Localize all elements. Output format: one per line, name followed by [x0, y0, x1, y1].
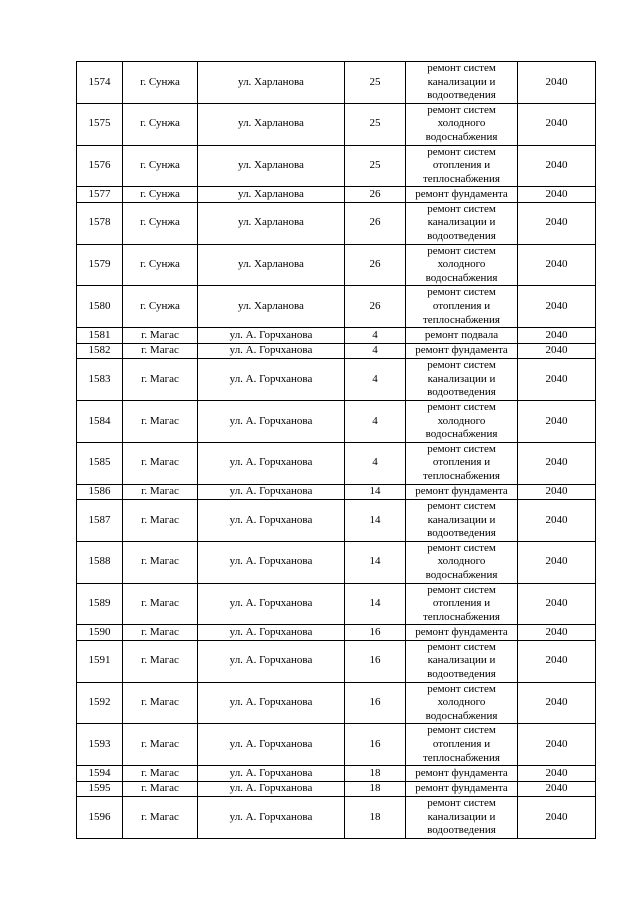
- street-cell: ул. Харланова: [198, 244, 345, 286]
- table-row: [77, 625, 596, 641]
- year-cell: 2040: [518, 62, 596, 104]
- house-number-cell: 4: [345, 343, 406, 359]
- year-cell: 2040: [518, 484, 596, 500]
- street-cell: ул. А. Горчханова: [198, 781, 345, 797]
- row-number: 1583: [77, 359, 123, 401]
- street-cell: ул. А. Горчханова: [198, 625, 345, 641]
- table-row: [77, 766, 596, 782]
- table-row: [77, 343, 596, 359]
- row-number: 1590: [77, 625, 123, 641]
- house-number-cell: 26: [345, 187, 406, 203]
- city-cell: г. Сунжа: [123, 244, 198, 286]
- row-number: 1591: [77, 640, 123, 682]
- house-number-cell: 4: [345, 359, 406, 401]
- work-type-cell: ремонт систем отопления и теплоснабжения: [406, 145, 518, 187]
- year-cell: 2040: [518, 797, 596, 839]
- row-number: 1584: [77, 400, 123, 442]
- row-number: 1589: [77, 583, 123, 625]
- row-number: 1582: [77, 343, 123, 359]
- house-number-cell: 16: [345, 640, 406, 682]
- house-number-cell: 4: [345, 442, 406, 484]
- house-number-cell: 18: [345, 797, 406, 839]
- year-cell: 2040: [518, 244, 596, 286]
- year-cell: 2040: [518, 145, 596, 187]
- house-number-cell: 14: [345, 500, 406, 542]
- street-cell: ул. А. Горчханова: [198, 766, 345, 782]
- city-cell: г. Магас: [123, 640, 198, 682]
- row-number: 1588: [77, 541, 123, 583]
- work-type-cell: ремонт фундамента: [406, 625, 518, 641]
- house-number-cell: 18: [345, 781, 406, 797]
- row-number: 1577: [77, 187, 123, 203]
- year-cell: 2040: [518, 103, 596, 145]
- street-cell: ул. А. Горчханова: [198, 442, 345, 484]
- house-number-cell: 4: [345, 328, 406, 344]
- table-row: [77, 328, 596, 344]
- house-number-cell: 14: [345, 484, 406, 500]
- row-number: 1578: [77, 202, 123, 244]
- street-cell: ул. А. Горчханова: [198, 500, 345, 542]
- city-cell: г. Магас: [123, 359, 198, 401]
- work-type-cell: ремонт систем отопления и теплоснабжения: [406, 583, 518, 625]
- table-row: [77, 781, 596, 797]
- work-type-cell: ремонт систем канализации и водоотведения: [406, 359, 518, 401]
- house-number-cell: 14: [345, 541, 406, 583]
- year-cell: 2040: [518, 286, 596, 328]
- year-cell: 2040: [518, 442, 596, 484]
- city-cell: г. Магас: [123, 442, 198, 484]
- work-type-cell: ремонт систем канализации и водоотведения: [406, 202, 518, 244]
- house-number-cell: 18: [345, 766, 406, 782]
- house-number-cell: 25: [345, 62, 406, 104]
- table-row: [77, 244, 596, 286]
- work-type-cell: ремонт фундамента: [406, 766, 518, 782]
- city-cell: г. Магас: [123, 583, 198, 625]
- table-row: [77, 583, 596, 625]
- house-number-cell: 4: [345, 400, 406, 442]
- work-type-cell: ремонт систем отопления и теплоснабжения: [406, 442, 518, 484]
- house-number-cell: 25: [345, 103, 406, 145]
- table-row: [77, 500, 596, 542]
- row-number: 1585: [77, 442, 123, 484]
- table-row: [77, 442, 596, 484]
- year-cell: 2040: [518, 343, 596, 359]
- city-cell: г. Сунжа: [123, 286, 198, 328]
- work-type-cell: ремонт систем холодного водоснабжения: [406, 103, 518, 145]
- city-cell: г. Магас: [123, 682, 198, 724]
- table-row: [77, 400, 596, 442]
- table-row: [77, 682, 596, 724]
- row-number: 1575: [77, 103, 123, 145]
- table-row: [77, 286, 596, 328]
- city-cell: г. Магас: [123, 500, 198, 542]
- city-cell: г. Магас: [123, 797, 198, 839]
- table-row: [77, 145, 596, 187]
- house-number-cell: 26: [345, 286, 406, 328]
- year-cell: 2040: [518, 766, 596, 782]
- table-row: [77, 62, 596, 104]
- year-cell: 2040: [518, 682, 596, 724]
- year-cell: 2040: [518, 640, 596, 682]
- work-type-cell: ремонт систем канализации и водоотведения: [406, 640, 518, 682]
- table-row: [77, 724, 596, 766]
- year-cell: 2040: [518, 328, 596, 344]
- year-cell: 2040: [518, 500, 596, 542]
- street-cell: ул. А. Горчханова: [198, 724, 345, 766]
- street-cell: ул. А. Горчханова: [198, 583, 345, 625]
- work-type-cell: ремонт систем отопления и теплоснабжения: [406, 286, 518, 328]
- row-number: 1587: [77, 500, 123, 542]
- city-cell: г. Магас: [123, 328, 198, 344]
- work-type-cell: ремонт фундамента: [406, 484, 518, 500]
- table-row: [77, 187, 596, 203]
- table-row: [77, 541, 596, 583]
- work-type-cell: ремонт фундамента: [406, 343, 518, 359]
- row-number: 1595: [77, 781, 123, 797]
- house-number-cell: 16: [345, 625, 406, 641]
- table-row: [77, 359, 596, 401]
- city-cell: г. Магас: [123, 625, 198, 641]
- house-number-cell: 14: [345, 583, 406, 625]
- row-number: 1596: [77, 797, 123, 839]
- city-cell: г. Магас: [123, 766, 198, 782]
- table-row: [77, 103, 596, 145]
- street-cell: ул. А. Горчханова: [198, 640, 345, 682]
- work-type-cell: ремонт фундамента: [406, 781, 518, 797]
- city-cell: г. Сунжа: [123, 103, 198, 145]
- table-row: [77, 797, 596, 839]
- work-type-cell: ремонт фундамента: [406, 187, 518, 203]
- row-number: 1581: [77, 328, 123, 344]
- street-cell: ул. А. Горчханова: [198, 400, 345, 442]
- year-cell: 2040: [518, 400, 596, 442]
- city-cell: г. Магас: [123, 724, 198, 766]
- city-cell: г. Магас: [123, 541, 198, 583]
- year-cell: 2040: [518, 781, 596, 797]
- city-cell: г. Сунжа: [123, 62, 198, 104]
- street-cell: ул. Харланова: [198, 62, 345, 104]
- work-type-cell: ремонт систем канализации и водоотведения: [406, 500, 518, 542]
- street-cell: ул. А. Горчханова: [198, 682, 345, 724]
- city-cell: г. Магас: [123, 484, 198, 500]
- row-number: 1594: [77, 766, 123, 782]
- row-number: 1592: [77, 682, 123, 724]
- work-type-cell: ремонт систем канализации и водоотведения: [406, 62, 518, 104]
- table-row: [77, 484, 596, 500]
- street-cell: ул. Харланова: [198, 145, 345, 187]
- street-cell: ул. Харланова: [198, 202, 345, 244]
- city-cell: г. Магас: [123, 781, 198, 797]
- house-number-cell: 25: [345, 145, 406, 187]
- year-cell: 2040: [518, 724, 596, 766]
- year-cell: 2040: [518, 359, 596, 401]
- work-type-cell: ремонт систем отопления и теплоснабжения: [406, 724, 518, 766]
- street-cell: ул. А. Горчханова: [198, 359, 345, 401]
- street-cell: ул. Харланова: [198, 187, 345, 203]
- city-cell: г. Сунжа: [123, 187, 198, 203]
- street-cell: ул. А. Горчханова: [198, 797, 345, 839]
- row-number: 1593: [77, 724, 123, 766]
- year-cell: 2040: [518, 187, 596, 203]
- table-body: [77, 62, 596, 839]
- city-cell: г. Сунжа: [123, 202, 198, 244]
- street-cell: ул. Харланова: [198, 103, 345, 145]
- street-cell: ул. А. Горчханова: [198, 328, 345, 344]
- work-type-cell: ремонт систем холодного водоснабжения: [406, 541, 518, 583]
- city-cell: г. Магас: [123, 343, 198, 359]
- street-cell: ул. А. Горчханова: [198, 541, 345, 583]
- row-number: 1574: [77, 62, 123, 104]
- city-cell: г. Сунжа: [123, 145, 198, 187]
- house-number-cell: 16: [345, 682, 406, 724]
- year-cell: 2040: [518, 625, 596, 641]
- table-row: [77, 202, 596, 244]
- table-row: [77, 640, 596, 682]
- city-cell: г. Магас: [123, 400, 198, 442]
- work-type-cell: ремонт систем холодного водоснабжения: [406, 400, 518, 442]
- year-cell: 2040: [518, 583, 596, 625]
- street-cell: ул. А. Горчханова: [198, 343, 345, 359]
- work-type-cell: ремонт подвала: [406, 328, 518, 344]
- street-cell: ул. Харланова: [198, 286, 345, 328]
- year-cell: 2040: [518, 541, 596, 583]
- row-number: 1576: [77, 145, 123, 187]
- year-cell: 2040: [518, 202, 596, 244]
- row-number: 1579: [77, 244, 123, 286]
- house-number-cell: 16: [345, 724, 406, 766]
- work-type-cell: ремонт систем холодного водоснабжения: [406, 682, 518, 724]
- row-number: 1580: [77, 286, 123, 328]
- street-cell: ул. А. Горчханова: [198, 484, 345, 500]
- repair-schedule-table: [76, 61, 596, 839]
- row-number: 1586: [77, 484, 123, 500]
- work-type-cell: ремонт систем канализации и водоотведения: [406, 797, 518, 839]
- work-type-cell: ремонт систем холодного водоснабжения: [406, 244, 518, 286]
- house-number-cell: 26: [345, 202, 406, 244]
- house-number-cell: 26: [345, 244, 406, 286]
